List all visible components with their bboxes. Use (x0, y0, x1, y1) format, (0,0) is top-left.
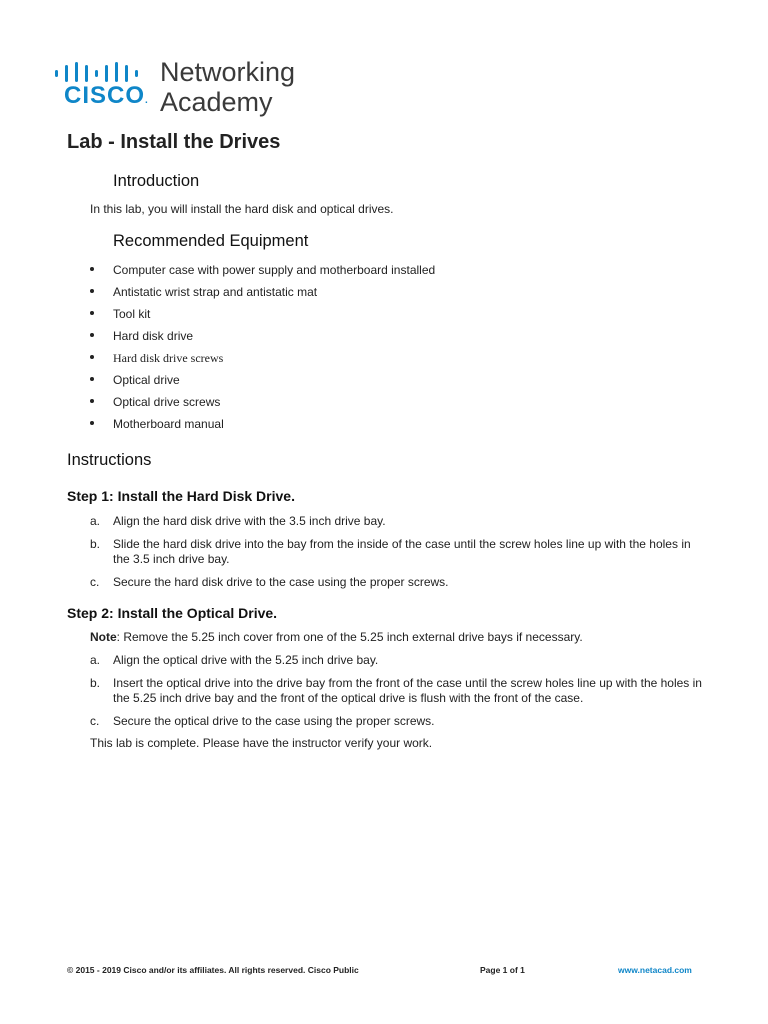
logo-networking: Networking (160, 57, 296, 87)
introduction-text: In this lab, you will install the hard disk and optical drives. (90, 202, 394, 216)
list-item: c. Secure the hard disk drive to the case using the proper screws. (90, 575, 449, 589)
logo-academy: Academy (160, 87, 273, 117)
bullet-icon (90, 311, 94, 315)
footer-page-number: Page 1 of 1 (480, 965, 525, 975)
footer-copyright: © 2015 - 2019 Cisco and/or its affiliates. All rights reserved. Cisco Public (67, 965, 359, 975)
cisco-bars-icon (54, 62, 142, 82)
bullet-icon (90, 399, 94, 403)
list-item: Optical drive screws (90, 395, 435, 417)
step2-note: Note: Remove the 5.25 inch cover from one of the 5.25 inch external drive bays if necessary. (90, 630, 583, 644)
step2-list (90, 653, 710, 737)
cisco-networking-academy-logo (54, 57, 314, 119)
list-item: a. Align the hard disk drive with the 3.5 inch drive bay. (90, 514, 386, 528)
list-item: Computer case with power supply and motherboard installed (90, 263, 435, 285)
list-item: a. Align the optical drive with the 5.25 inch drive bay. (90, 653, 379, 667)
bullet-icon (90, 333, 94, 337)
bullet-icon (90, 377, 94, 381)
list-item: c. Secure the optical drive to the case using the proper screws. (90, 714, 435, 728)
list-item: b. Insert the optical drive into the drive bay from the front of the case until the screw holes line up with the holes in the 5.25 inch drive bay and the front of the optical drive is flush with the front of the case. (90, 676, 702, 705)
list-item: Hard disk drive (90, 329, 435, 351)
instructions-heading: Instructions (67, 451, 152, 469)
bullet-icon (90, 289, 94, 293)
list-item: b. Slide the hard disk drive into the bay from the inside of the case until the screw holes line up with the holes in the 3.5 inch drive bay. (90, 537, 691, 566)
bullet-icon (90, 267, 94, 271)
bullet-icon (90, 355, 94, 359)
document-title: Lab - Install the Drives (67, 131, 281, 153)
cisco-wordmark: CISCO. (64, 82, 148, 109)
introduction-heading: Introduction (113, 172, 200, 190)
list-item: Hard disk drive screws (90, 351, 435, 373)
list-item: Optical drive (90, 373, 435, 395)
list-item: Motherboard manual (90, 417, 435, 439)
step2-heading: Step 2: Install the Optical Drive. (67, 605, 278, 621)
list-item: Antistatic wrist strap and antistatic mat (90, 285, 435, 307)
list-item: Tool kit (90, 307, 435, 329)
equipment-list (90, 263, 435, 439)
bullet-icon (90, 421, 94, 425)
footer-link[interactable]: www.netacad.com (618, 965, 692, 975)
step1-list (90, 514, 710, 598)
closing-text: This lab is complete. Please have the instructor verify your work. (90, 736, 433, 750)
equipment-heading: Recommended Equipment (113, 232, 309, 250)
step1-heading: Step 1: Install the Hard Disk Drive. (67, 488, 295, 504)
